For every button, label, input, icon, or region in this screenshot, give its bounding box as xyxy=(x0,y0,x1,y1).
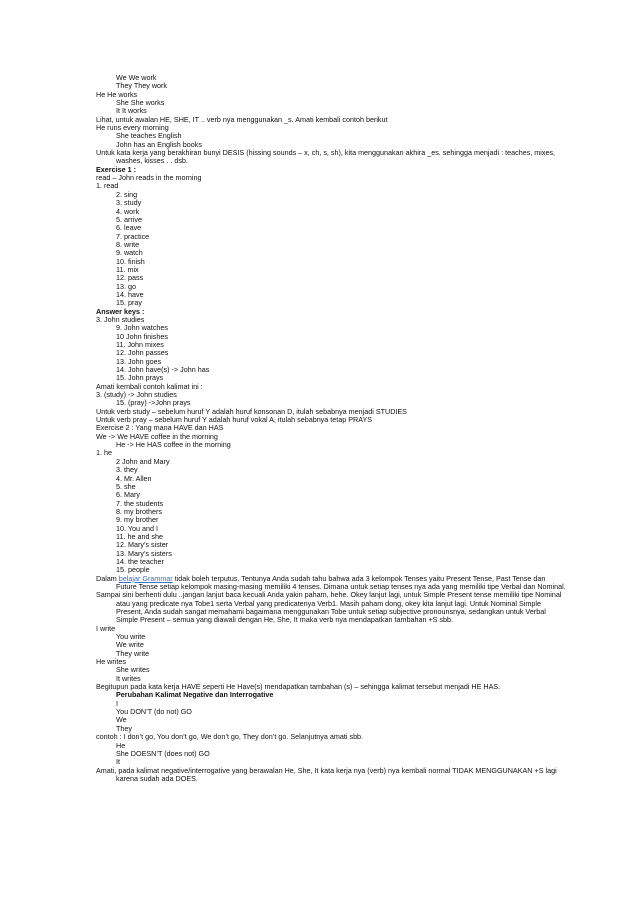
text-line xyxy=(96,625,566,633)
line-text: 3. study xyxy=(116,198,142,208)
line-text: 14. have xyxy=(116,289,144,299)
line-text: 15. (pray) ->John prays xyxy=(116,398,191,408)
line-text: Amati, pada kalimat negative/interrogative yang berawalan He, She, It kata kerja nya (verb) nya kembali normal TIDAK MENGGUNAKAN +S lagi karena sudah ada DOES. xyxy=(96,765,557,783)
line-text: 6. Mary xyxy=(116,490,140,500)
line-text: Untuk verb study – sebelum huruf Y adalah huruf konsonan D, itulah sebabnya menjadi STUDIES xyxy=(96,406,407,416)
line-text: John has an English books xyxy=(116,139,202,149)
line-text: 9. watch xyxy=(116,248,143,258)
line-text: Dalam xyxy=(96,573,119,583)
line-text: 15. people xyxy=(116,565,150,575)
text-line xyxy=(96,458,566,466)
line-text: 11. he and she xyxy=(116,531,164,541)
line-text: 5. arrive xyxy=(116,214,142,224)
line-text-continued: tidak boleh terputus. Tentunya Anda sudah tahu bahwa ada 3 kelompok Tenses yaitu Present Tense, Past Tense dan Future Tense setiap kelompok masing-masing memiliki 4 tenses. Dimana untuk setiap tenses nya ada yang memiliki tipe Verbal dan Nominal. xyxy=(116,573,566,591)
line-text: 13. go xyxy=(116,281,136,291)
line-text: It writes xyxy=(116,673,141,683)
line-text: We write xyxy=(116,640,144,650)
line-text: She writes xyxy=(116,665,150,675)
text-line xyxy=(96,299,566,307)
line-text: They They work xyxy=(116,81,167,91)
text-line xyxy=(96,525,566,533)
line-text: It It works xyxy=(116,106,147,116)
line-text: I xyxy=(116,698,118,708)
line-text: Exercise 2 : Yang mana HAVE dan HAS xyxy=(96,423,224,433)
line-text: He -> He HAS coffee in the morning xyxy=(116,440,231,450)
line-text: 6. leave xyxy=(116,223,142,233)
line-text: They write xyxy=(116,648,150,658)
line-text: They xyxy=(116,723,132,733)
text-line xyxy=(96,658,566,666)
line-text: 1. read xyxy=(96,181,119,191)
line-text: read – John reads in the morning xyxy=(96,173,202,183)
line-text: You write xyxy=(116,632,146,642)
section-heading xyxy=(96,308,566,316)
line-text: 5. she xyxy=(116,481,136,491)
text-line xyxy=(96,666,566,674)
line-text: Begitupun pada kata kerja HAVE seperti He Have(s) mendapatkan tambahan (s) – sehingga kalimat tersebut menjadi HE HAS. xyxy=(96,682,501,692)
document-body xyxy=(96,74,566,783)
text-line xyxy=(96,291,566,299)
line-text: 10 John finishes xyxy=(116,331,168,341)
text-line xyxy=(96,641,566,649)
text-line xyxy=(96,575,566,592)
line-text: He writes xyxy=(96,657,126,667)
text-line xyxy=(96,733,566,741)
text-line xyxy=(96,508,566,516)
line-text: 13. Mary’s sisters xyxy=(116,548,172,558)
line-text: Untuk kata kerja yang berakhiran bunyi DESIS (hissing sounds – x, ch, s, sh), kita menggunakan akhira _es. sehingga menjadi : teaches, mixes, washes, kisses . . dsb. xyxy=(96,148,556,166)
text-line xyxy=(96,199,566,207)
text-line xyxy=(96,266,566,274)
line-text: Exercise 1 : xyxy=(96,164,136,174)
line-text: 2 John and Mary xyxy=(116,456,170,466)
text-line xyxy=(96,716,566,724)
text-line xyxy=(96,82,566,90)
line-text: 7. the students xyxy=(116,498,164,508)
text-line xyxy=(96,216,566,224)
text-line xyxy=(96,182,566,190)
line-text: Sampai sini berhenti dulu ..jangan lanjut baca kecuali Anda yakin paham, hehe. Okey lanjut lagi, untuk Simple Present tense memiliki tipe Nominal atau yang predicate nya Tobe1 serta Verbal yang predicatenya Verb1. Masih paham dong, okey kita lanjut lagi. Untuk Nominal Simple Present, Anda sudah sangat memahami bagaimana menggunakan Tobe untuk setiap subjective pronounsnya, sedangkan untuk Verbal Simple Present – semua yang diawali dengan He, She, It maka verb nya mendapatkan tambahan +S sbb. xyxy=(96,590,562,625)
line-text: 9. my brother xyxy=(116,515,159,525)
text-line xyxy=(96,483,566,491)
line-text: She DOESN’T (does not) GO xyxy=(116,748,210,758)
text-line xyxy=(96,441,566,449)
line-text: 4. Mr. Allen xyxy=(116,473,152,483)
line-text: 15. pray xyxy=(116,298,142,308)
line-text: 3. they xyxy=(116,465,138,475)
line-text: 12. John passes xyxy=(116,348,169,358)
line-text: 10. finish xyxy=(116,256,145,266)
text-line xyxy=(96,233,566,241)
line-text: 4. work xyxy=(116,206,140,216)
line-text: 3. John studies xyxy=(96,314,145,324)
line-text: 9. John watches xyxy=(116,323,168,333)
line-text: She She works xyxy=(116,98,165,108)
line-text: Perubahan Kalimat Negative dan Interrogative xyxy=(116,690,274,700)
line-text: 1. he xyxy=(96,448,112,458)
text-line xyxy=(96,91,566,99)
line-text: 14. the teacher xyxy=(116,556,164,566)
line-text: Amati kembali contoh kalimat ini : xyxy=(96,381,203,391)
text-line xyxy=(96,241,566,249)
line-text: He He works xyxy=(96,89,138,99)
text-line xyxy=(96,491,566,499)
line-text: 13. John goes xyxy=(116,356,162,366)
line-text: Answer keys : xyxy=(96,306,145,316)
text-line xyxy=(96,349,566,357)
line-text: 2. sing xyxy=(116,189,138,199)
text-line xyxy=(96,99,566,107)
line-text: She teaches English xyxy=(116,131,182,141)
line-text: We -> We HAVE coffee in the morning xyxy=(96,431,218,441)
line-text: 11. mix xyxy=(116,264,139,274)
line-text: 10. You and I xyxy=(116,523,158,533)
line-text: We We work xyxy=(116,73,157,82)
text-line xyxy=(96,708,566,716)
section-heading xyxy=(96,691,566,699)
text-line xyxy=(96,550,566,558)
text-line xyxy=(96,274,566,282)
line-text: 8. write xyxy=(116,239,140,249)
text-line xyxy=(96,208,566,216)
text-line xyxy=(96,750,566,758)
line-text: I write xyxy=(96,623,116,633)
line-text: 11. John mixes xyxy=(116,340,164,349)
line-text: He runs every morning xyxy=(96,123,169,133)
text-line xyxy=(96,475,566,483)
text-line xyxy=(96,283,566,291)
grammar-link[interactable]: belajar Grammar xyxy=(118,573,173,583)
text-line xyxy=(96,149,566,166)
line-text: Lihat, untuk awalan HE, SHE, IT .. verb nya menggunakan _s. Amati kembali contoh berikut xyxy=(96,114,388,124)
text-line xyxy=(96,516,566,524)
text-line xyxy=(96,591,566,624)
line-text: 8. my brothers xyxy=(116,506,162,516)
line-text: Untuk verb pray – sebelum huruf Y adalah huruf vokal A, itulah sebabnya tetap PRAYS xyxy=(96,415,373,425)
text-line xyxy=(96,650,566,658)
text-line xyxy=(96,633,566,641)
line-text: 12. Mary’s sister xyxy=(116,540,169,550)
text-line xyxy=(96,258,566,266)
text-line xyxy=(96,174,566,182)
line-text: contoh : I don’t go, You don’t go, We don’t go, They don’t go. Selanjutnya amati sbb. xyxy=(96,732,364,742)
text-line xyxy=(96,767,566,784)
line-text: 7. practice xyxy=(116,231,150,241)
line-text: 14. John have(s) -> John has xyxy=(116,365,210,375)
line-text: It xyxy=(116,757,120,767)
text-line xyxy=(96,333,566,341)
text-line xyxy=(96,249,566,257)
text-line xyxy=(96,224,566,232)
line-text: 3. (study) -> John studies xyxy=(96,390,177,400)
line-text: You DON’T (do not) GO xyxy=(116,707,192,717)
text-line xyxy=(96,466,566,474)
line-text: He xyxy=(116,740,126,750)
text-line xyxy=(96,500,566,508)
line-text: 15. John prays xyxy=(116,373,164,383)
text-line xyxy=(96,191,566,199)
line-text: 12. pass xyxy=(116,273,144,283)
text-line xyxy=(96,366,566,374)
text-line xyxy=(96,558,566,566)
line-text: We xyxy=(116,715,127,725)
